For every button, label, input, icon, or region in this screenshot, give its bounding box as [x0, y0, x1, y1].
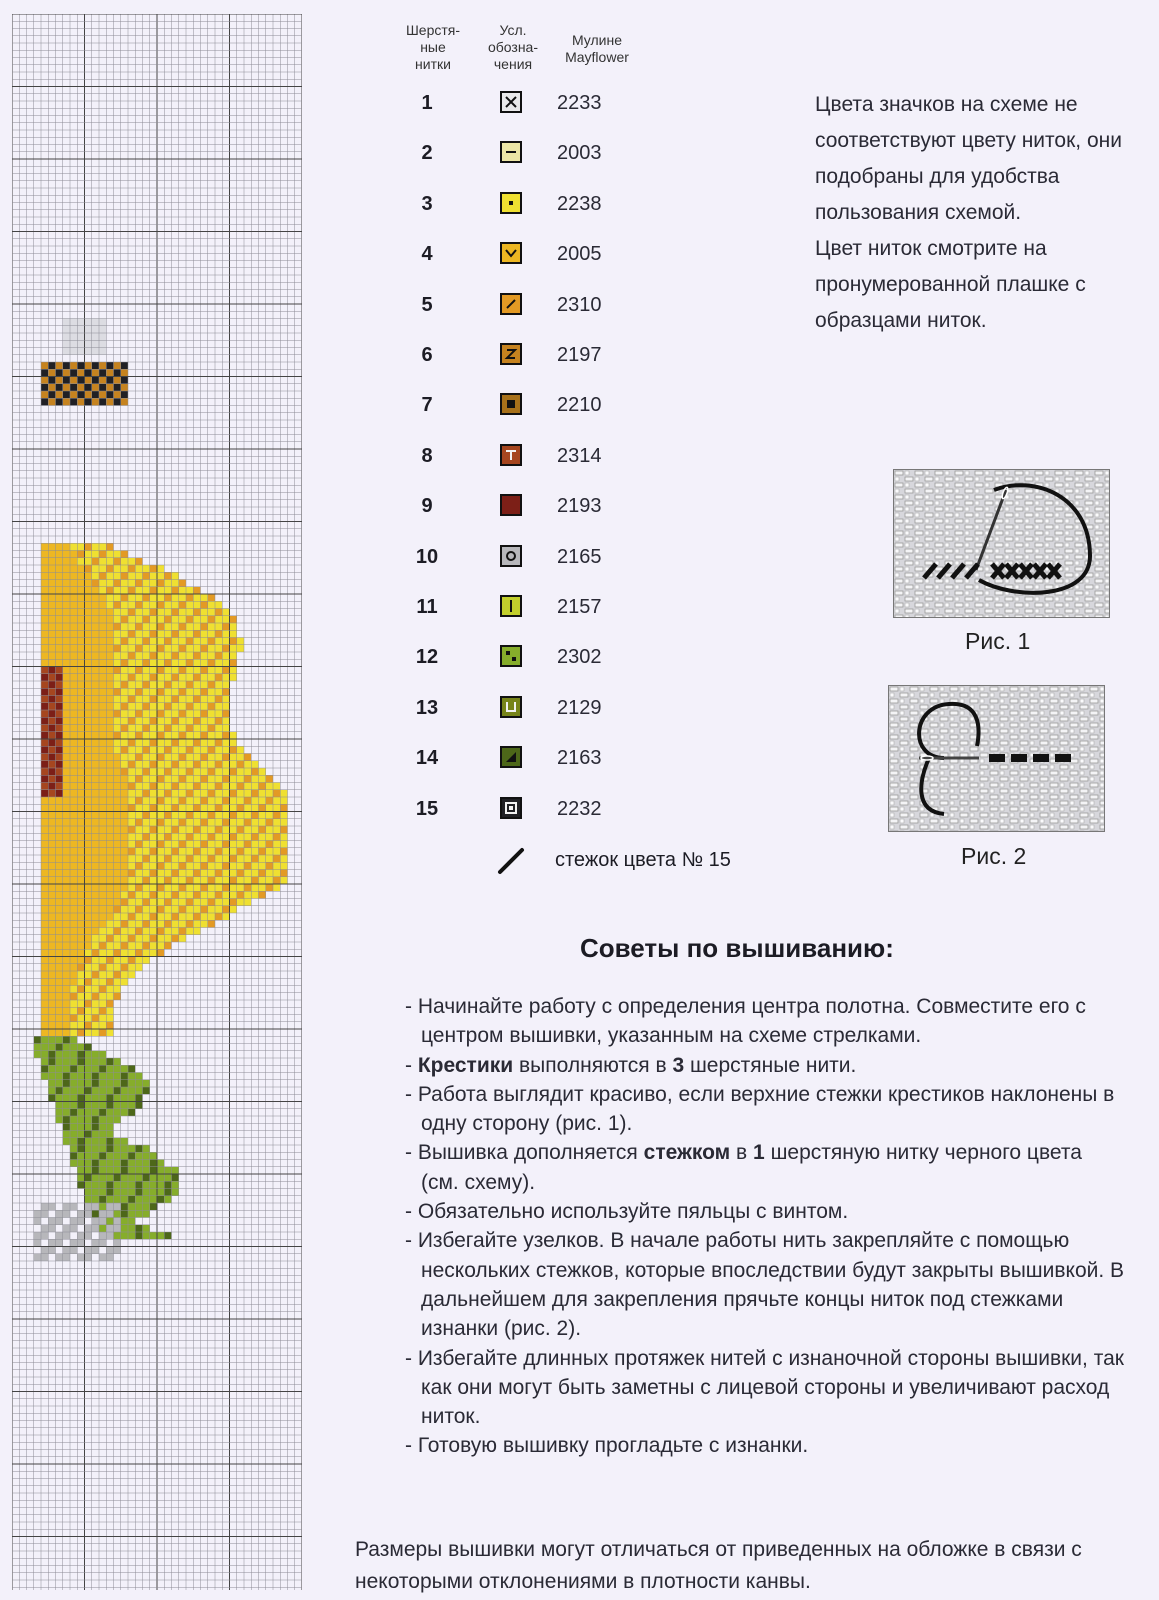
header-symbol-line: Усл. [499, 22, 527, 38]
legend-number: 3 [421, 192, 433, 215]
legend-swatch-icon [500, 696, 522, 718]
tip-bold: 1 [753, 1141, 765, 1165]
size-disclaimer: Размеры вышивки могут отличаться от приведенных на обложке в связи с некоторыми отклонениями в плотности канвы. [355, 1538, 1082, 1593]
legend-number: 8 [421, 444, 433, 467]
legend-row [0, 542, 780, 572]
legend-swatch-icon [500, 746, 522, 768]
tip-item: - Работа выглядит красиво, если верхние стежки крестиков наклонены в одну сторону (рис. 1). [405, 1082, 1115, 1136]
tip-text: - [405, 1053, 418, 1077]
legend-code: 2163 [557, 747, 602, 770]
tips-list [405, 992, 1125, 1461]
legend-row [0, 340, 780, 370]
header-mouline-line: Mayflower [565, 49, 629, 65]
legend-swatch-icon [500, 242, 522, 264]
tip-text: - Вышивка дополняется [405, 1141, 644, 1165]
tip-item: - Избегайте длинных протяжек нитей с изнаночной стороны вышивки, так как они могут быть заметны с лицевой стороны и увеличивают расход ниток. [405, 1346, 1124, 1429]
color-note [815, 87, 1150, 339]
legend-code: 2157 [557, 596, 602, 618]
header-symbol-line: чения [493, 56, 533, 72]
legend-swatch-icon [500, 444, 522, 466]
tip-item [405, 1051, 1125, 1080]
legend-row [0, 138, 780, 168]
legend-number: 6 [421, 344, 433, 366]
header-wool-line: нитки [415, 56, 451, 72]
legend-number: 11 [416, 596, 438, 618]
legend-code: 2129 [557, 696, 602, 719]
legend-code: 2314 [557, 444, 602, 467]
legend-row [0, 239, 780, 269]
legend-row [0, 189, 780, 219]
figure-1-caption: Рис. 1 [965, 628, 1031, 654]
legend-swatch-icon [500, 494, 522, 516]
figure-2-illustration [888, 685, 1105, 832]
legend-code: 2302 [557, 646, 602, 669]
legend-row [0, 743, 780, 773]
legend-row [0, 642, 780, 672]
legend-number: 1 [421, 92, 433, 114]
legend-row [0, 390, 780, 420]
legend-row [0, 290, 780, 320]
legend-swatch-icon [500, 645, 522, 667]
legend-row [0, 441, 780, 471]
legend-code: 2005 [557, 243, 602, 266]
needle-backstitch-icon [889, 686, 1104, 831]
tip-item [405, 1138, 1125, 1197]
note-paragraph: Цвет ниток смотрите на пронумерованной плашке с образцами ниток. [815, 237, 1086, 332]
legend-number: 15 [415, 797, 439, 820]
legend-row [0, 794, 780, 824]
header-wool-line: Шерстя- [405, 22, 461, 38]
legend-code: 2165 [557, 545, 602, 568]
legend-code: 2233 [557, 92, 602, 114]
header-wool-line: ные [420, 39, 446, 55]
legend-code: 2238 [557, 192, 602, 215]
legend-swatch-icon [500, 343, 522, 365]
legend-row [0, 88, 780, 118]
legend-swatch-icon [500, 545, 522, 567]
figure-2-caption: Рис. 2 [961, 843, 1027, 869]
legend-swatch-icon [500, 797, 522, 819]
note-paragraph: Цвета значков на схеме не соответствуют цвету ниток, они подобраны для удобства пользования схемой. [815, 93, 1122, 224]
header-mouline [552, 32, 642, 66]
tip-text: шерстяные нити. [684, 1053, 857, 1077]
legend-code: 2310 [557, 293, 602, 316]
tip-bold: Крестики [417, 1053, 514, 1077]
legend-number: 5 [421, 293, 433, 316]
legend-number: 14 [415, 747, 439, 770]
figure-1-illustration [893, 469, 1110, 618]
tip-text: шерстяную нитку черного цвета (см. схему). [421, 1141, 1082, 1194]
legend-row [0, 491, 780, 521]
legend-code: 2232 [557, 797, 602, 820]
legend-code: 2003 [557, 142, 602, 165]
header-wool [393, 22, 473, 73]
stitch-label: стежок цвета № 15 [555, 849, 731, 871]
legend-swatch-icon [500, 141, 522, 163]
legend-code: 2197 [557, 344, 602, 366]
header-symbol-line: обозна- [487, 39, 539, 55]
legend-number: 9 [421, 495, 433, 518]
tip-text: в [730, 1141, 754, 1165]
legend-swatch-icon [500, 293, 522, 315]
legend-swatch-icon [500, 91, 522, 113]
legend-number: 13 [415, 696, 439, 719]
legend-code: 2193 [557, 495, 602, 518]
tip-item: - Готовую вышивку прогладьте с изнанки. [405, 1434, 809, 1458]
needle-cross-stitch-icon [894, 470, 1109, 617]
tip-item: - Обязательно используйте пяльцы с винтом. [405, 1200, 849, 1224]
tip-bold: 3 [672, 1053, 685, 1077]
tip-bold: стежком [643, 1141, 731, 1165]
legend-swatch-icon [500, 393, 522, 415]
tips-title: Советы по вышиванию: [580, 933, 894, 963]
header-symbol [478, 22, 548, 73]
legend-code: 2210 [557, 394, 602, 417]
tip-item: - Начинайте работу с определения центра полотна. Совместите его с центром вышивки, указанным на схеме стрелками. [405, 995, 1086, 1048]
legend-number: 12 [415, 646, 439, 669]
legend-number: 10 [415, 545, 439, 568]
legend-swatch-icon [500, 192, 522, 214]
tip-item: - Избегайте узелков. В начале работы нить закрепляйте с помощью нескольких стежков, которые впоследствии будут закрыты вышивкой. В дальнейшем для закрепления прячьте концы ниток под стежками изнанки (рис. 2). [405, 1229, 1125, 1341]
tip-text: выполняются в [513, 1053, 673, 1077]
legend-row [0, 693, 780, 723]
legend-number: 2 [421, 142, 433, 165]
legend-swatch-icon [500, 595, 522, 617]
legend-row [0, 592, 780, 622]
legend-number: 7 [421, 394, 433, 417]
legend-number: 4 [421, 243, 433, 266]
header-mouline-line: Мулине [571, 32, 623, 48]
stitch-symbol-icon [494, 846, 530, 876]
